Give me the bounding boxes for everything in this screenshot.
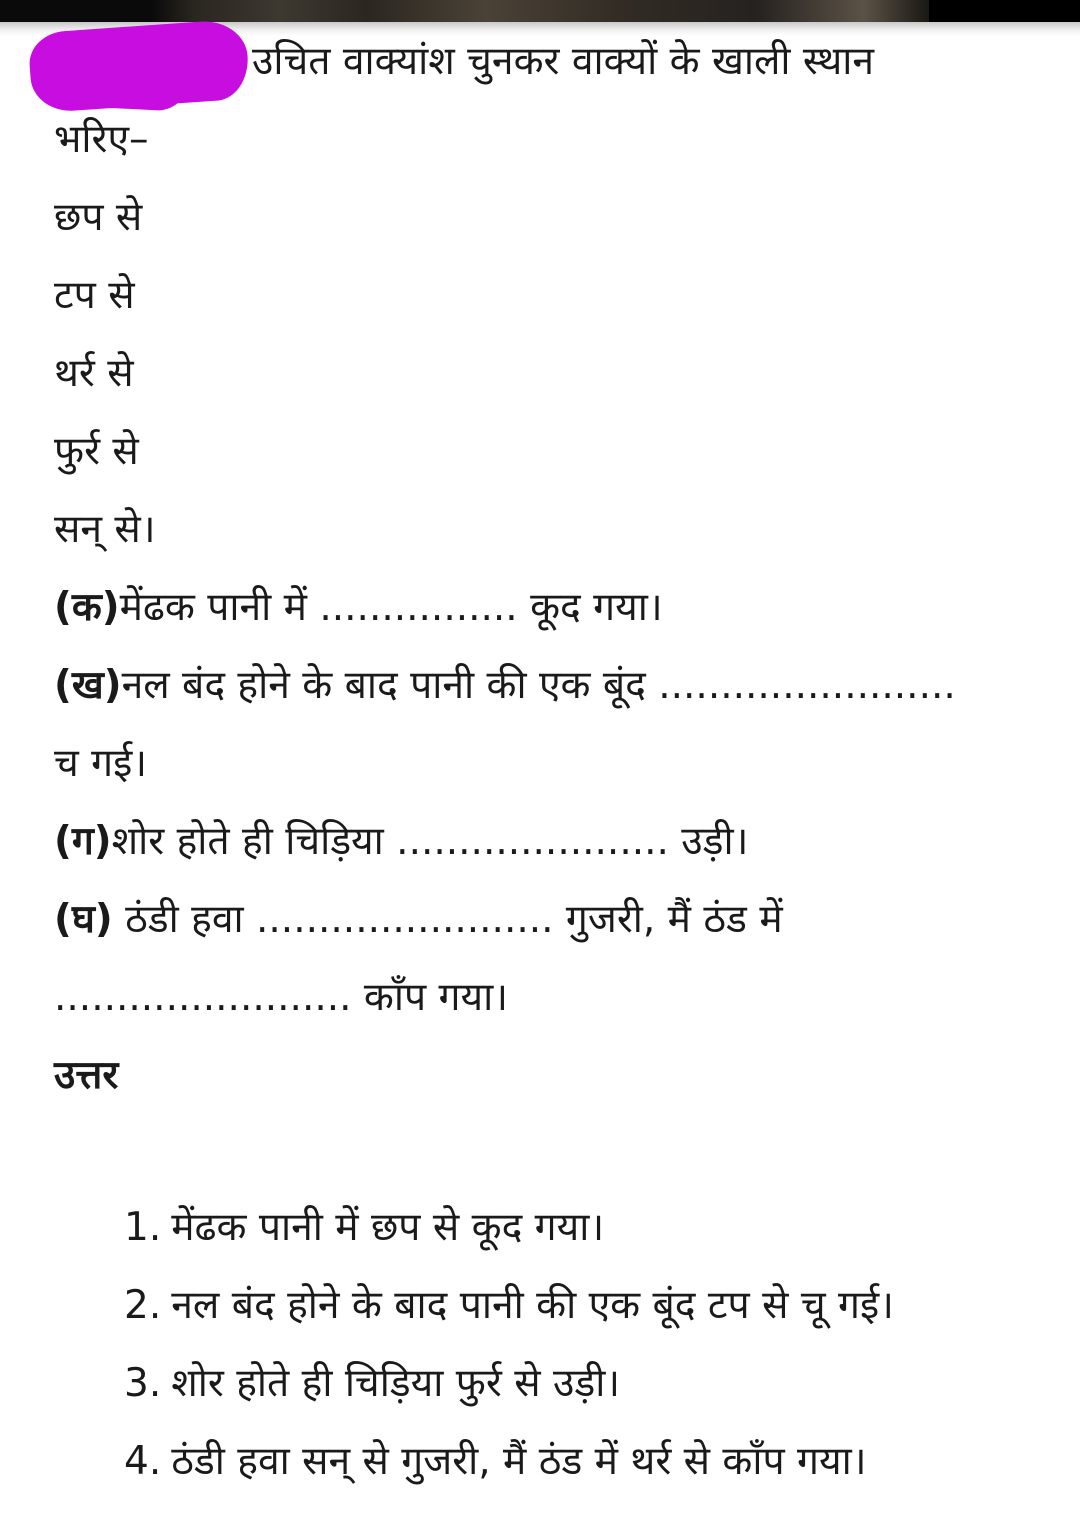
question-text: शोर होते ही चिड़िया ...................... उड़ी। [111,819,749,864]
option-5: सन् से। [54,507,156,552]
question-text: ठंडी हवा ........................ गुजरी, मैं ठंड में [112,897,783,942]
list-item [124,1360,620,1408]
title-line-2: भरिए– [54,117,149,162]
answer-number: 2. [124,1283,162,1328]
question-label: (क) [54,585,120,630]
option-2: टप से [54,273,135,318]
question-label: (घ) [54,897,113,942]
question-text: नल बंद होने के बाद पानी की एक बूंद ........................ [121,663,956,708]
answer-text: ठंडी हवा सन् से गुजरी, मैं ठंड में थर्र से काँप गया। [171,1439,867,1484]
question-text: मेंढक पानी में ................ कूद गया। [119,585,663,630]
question-kha [54,662,956,710]
redaction-mark-overlap [37,54,189,112]
option-4: फुर्र से [54,429,139,474]
list-item [124,1204,604,1252]
question-gha-continued: ........................ काँप गया। [54,975,508,1020]
list-item [124,1282,894,1330]
answer-text: नल बंद होने के बाद पानी की एक बूंद टप से चू गई। [171,1283,894,1328]
question-gha [54,896,783,944]
photo-strip [0,0,1080,22]
answer-heading: उत्तर [54,1053,119,1098]
option-1: छप से [54,195,143,240]
question-label: (ख) [54,663,122,708]
answer-number: 4. [124,1439,162,1484]
answer-text: मेंढक पानी में छप से कूद गया। [171,1205,605,1250]
question-label: (ग) [54,819,112,864]
title-line-1: उचित वाक्यांश चुनकर वाक्यों के खाली स्थान [252,39,874,84]
option-3: थर्र से [54,351,134,396]
answer-number: 3. [124,1361,162,1406]
list-item [124,1438,867,1486]
question-ga [54,818,748,866]
answer-number: 1. [124,1205,162,1250]
question-ka [54,584,663,632]
question-kha-continued: च गई। [54,741,148,786]
answer-text: शोर होते ही चिड़िया फुर्र से उड़ी। [171,1361,621,1406]
